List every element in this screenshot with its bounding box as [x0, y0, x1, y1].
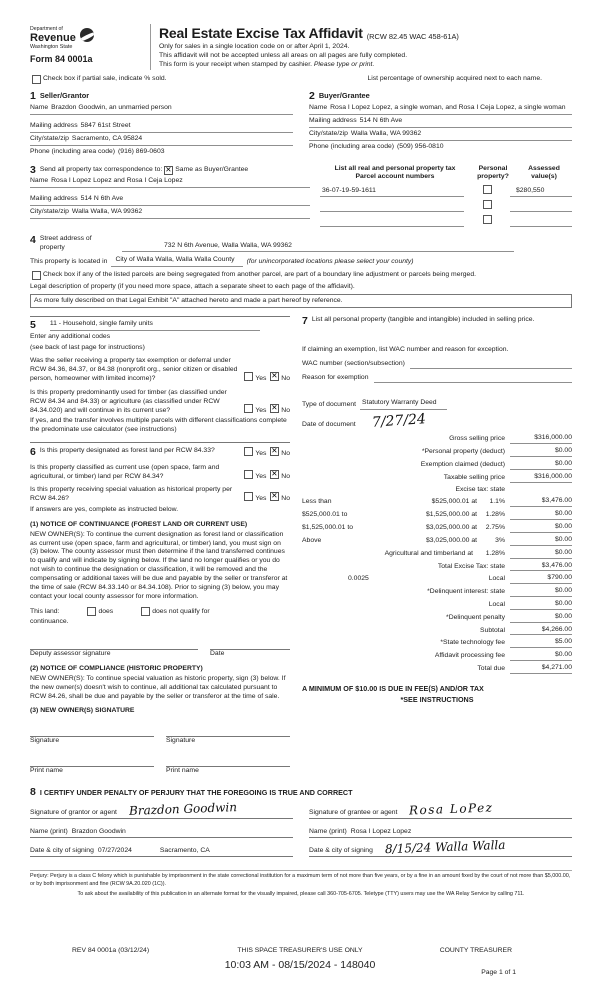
timber-question-text: Is this property predominantly used for timber (as classified under RCW 84.34 and 84.33) or agriculture (as classified under RCW 84.34.020) and will continue in its current use?: [30, 388, 227, 414]
partial-sale-row: [30, 75, 572, 84]
correspondence-name-label: Name: [30, 177, 49, 185]
forest-question-text: Is this property designated as forest land per RCW 84.33?: [39, 447, 215, 454]
buyer-phone-value: (509) 956-0810: [397, 142, 444, 150]
tax-value: $0.00: [510, 460, 572, 470]
tax-label: Total due: [477, 665, 505, 673]
located-in-label: This property is located in: [30, 258, 108, 266]
correspondence-block: [30, 165, 310, 227]
revenue-logo-icon: [80, 28, 94, 42]
tax-value: $0.00: [510, 447, 572, 457]
parcel-row: [320, 215, 572, 227]
section-property-address: [30, 235, 572, 308]
dept-of-label: Department of: [30, 26, 63, 32]
tax-label: *State technology fee: [440, 639, 505, 647]
gr antor-city-value: Sacramento, CA: [159, 846, 210, 854]
wac-number-input[interactable]: [410, 359, 572, 369]
excise-tax-table: [302, 434, 572, 674]
header-note-3a: This form is your receipt when stamped by cashier.: [159, 60, 314, 68]
tax-label: $3,025,000.00 at: [425, 536, 477, 544]
timber-yes-checkbox[interactable]: [244, 404, 253, 413]
tax-value: $0.00: [510, 536, 572, 546]
forest-question: [30, 447, 290, 459]
tax-value: $5.00: [510, 638, 572, 648]
tax-label: *Delinquent interest: state: [427, 588, 505, 596]
tax-label: Excise tax: state: [455, 485, 505, 493]
no-label: No: [281, 450, 290, 457]
section-5-number: 5: [30, 319, 36, 332]
minimum-due-note: A MINIMUM OF $10.00 IS DUE IN FEE(S) AND/OR TAX: [302, 683, 484, 693]
notice-continuance-body: NEW OWNER(S): To continue the current designation as forest land or classification as current use (open space, farm and agricultural, or timber) land, you must sign on (3) below. The county assessor must then determine if the land transferred continues to qualify and will indicate by signing below. If the land no longer qualifies or you do not wish to continue the designation or classification, it will be removed and the compensating or additional taxes will be due and payable by the seller or transferor at the time of sale (RCW 84.33.140 or 84.34.108). Prior to signing (3) below, you may contact your local county assessor for more information.: [30, 530, 288, 600]
send-correspondence-label: Send all property tax correspondence to:: [39, 166, 163, 174]
deputy-signature-line[interactable]: [30, 640, 198, 650]
tax-rate: 2.75%: [485, 524, 505, 532]
same-as-buyer-checkbox[interactable]: [164, 166, 173, 175]
seller-city-field: [30, 133, 293, 146]
buyer-name-label: Name: [309, 104, 328, 112]
land-qualify-row: [30, 607, 290, 616]
document-type-label: Type of document: [302, 401, 357, 409]
forest-yes-checkbox[interactable]: [244, 447, 253, 456]
tax-row-total-due: [302, 664, 572, 674]
tax-row-affidavit-fee: [302, 651, 572, 661]
perjury-text: Perjury: Perjury is a class C felony which is punishable by imprisonment in the state correctional institution for a maximum term of not more than five years, or by a fine in an amount fixed by the court of not more than $5,000.00, or by both imprisonment and fine (RCW 9A.20.020 (1C)).: [30, 873, 571, 887]
land-use-code-value: 11 - Household, single family units: [50, 320, 260, 331]
located-in-note: (for unincorporated locations please select your county): [246, 258, 414, 266]
yes-label: Yes: [255, 472, 267, 480]
assessed-value: [510, 217, 572, 227]
personal-property-checkbox-2[interactable]: [483, 200, 492, 209]
section-1-number: 1: [30, 89, 36, 102]
partial-sale-checkbox[interactable]: [32, 75, 41, 84]
washington-state-label: Washington State: [30, 44, 73, 51]
tax-label: Taxable selling price: [443, 473, 505, 481]
seller-phone-value: (916) 869-0603: [118, 147, 165, 155]
assessed-header-line2: value(s): [531, 173, 557, 181]
tax-value: $0.00: [510, 549, 572, 559]
tax-row-delinquent-local: [302, 600, 572, 610]
section-4-number: 4: [30, 233, 36, 246]
tax-label: Above: [302, 536, 322, 544]
section-3-number: 3: [30, 163, 36, 176]
tax-label: *Personal property (deduct): [421, 448, 505, 456]
document-date-label: Date of document: [302, 421, 356, 429]
tax-row-excise-state: [302, 486, 572, 495]
legal-description-label: Legal description of property (if you need more space, attach a separate sheet to each page of the affidavit).: [30, 283, 355, 291]
tax-label: Local: [488, 575, 505, 583]
owner-signature-line-1[interactable]: [30, 727, 154, 737]
grantee-date-handwritten: 8/15/24 Walla Walla: [384, 837, 506, 856]
exemption-claim-label: If claiming an exemption, list WAC number and reason for exception.: [302, 346, 509, 354]
signature-label: Signature: [166, 737, 196, 745]
header: [30, 24, 572, 70]
seller-name-value: Brazdon Goodwin, an unmarried person: [51, 104, 172, 112]
assessed-value-header: [516, 165, 572, 183]
does-not-label: does not qualify for: [152, 607, 210, 615]
tax-label: Less than: [302, 498, 332, 506]
personal-property-checkbox-3[interactable]: [483, 215, 492, 224]
owner-printname-line-1[interactable]: [30, 757, 154, 767]
tax-label: Local: [488, 601, 505, 608]
section-buyer: [309, 91, 572, 158]
correspondence-mailing-label: Mailing address: [30, 194, 78, 202]
new-owner-signature-title: (3) NEW OWNER(S) SIGNATURE: [30, 707, 135, 715]
grantor-printname-value: Brazdon Goodwin: [71, 827, 126, 835]
notice-compliance-title: (2) NOTICE OF COMPLIANCE (HISTORIC PROPERTY): [30, 665, 203, 673]
section-2-number: 2: [309, 89, 315, 102]
current-use-question-text: Is this property classified as current use (open space, farm and agricultural, or timber) land per RCW 84.34?: [30, 463, 220, 480]
tax-value: $0.00: [510, 651, 572, 661]
tax-label: Affidavit processing fee: [434, 652, 505, 660]
additional-codes-label: Enter any additional codes: [30, 332, 111, 340]
street-address-label: Street address of property: [39, 234, 92, 251]
tax-row-personal-deduct: [302, 447, 572, 457]
tax-rate: 1.28%: [485, 549, 505, 557]
grantor-printname-label: Name (print): [30, 827, 68, 835]
assessed-value: $280,550: [510, 187, 572, 197]
partial-sale-label: Check box if partial sale, indicate % sold.: [43, 74, 167, 82]
section-certification: [30, 787, 572, 858]
exemption-no-checkbox[interactable]: [270, 372, 279, 381]
perjury-note: [30, 870, 572, 898]
deputy-signature-row: [30, 640, 290, 659]
correspondence-name-field: [30, 175, 310, 188]
tax-value: $3,476.00: [510, 562, 572, 572]
treasurer-space-label: THIS SPACE TREASURER'S USE ONLY: [237, 947, 363, 954]
affidavit-form: [30, 24, 572, 898]
assessed-value: [510, 202, 572, 212]
assessed-header-line1: Assessed: [528, 164, 560, 172]
deputy-signature-label: Deputy assessor signature: [30, 650, 111, 658]
tax-value: $3,476.00: [510, 497, 572, 507]
tax-label: Total Excise Tax: state: [437, 562, 505, 570]
no-label: No: [281, 375, 290, 383]
document-date-handwritten: 7/27/24: [371, 411, 427, 431]
correspondence-city-value: Walla Walla, WA 99362: [71, 207, 143, 215]
parcel-number-value: 36-07-19-59-1611: [320, 187, 464, 197]
alternate-format-text: To ask about the availability of this publication in an alternate format for the visually impaired, please call 360-705-6705. Teletype (TTY) users may use the WA Relay Service by calling 711.: [77, 890, 525, 897]
grantee-date-row: [309, 838, 572, 857]
no-label: No: [281, 472, 290, 480]
tax-row-technology-fee: [302, 638, 572, 648]
tax-label: $1,525,000.00 at: [425, 511, 477, 519]
correspondence-city-label: City/state/zip: [30, 207, 69, 215]
tax-value: $316,000.00: [510, 473, 572, 483]
owner-signature-line-2[interactable]: [166, 727, 290, 737]
grantee-signature-block: [309, 800, 572, 857]
parcel-table: [320, 165, 572, 227]
main-columns: [30, 316, 572, 776]
parcel-row: [320, 200, 572, 212]
tax-label: 0.0025: [348, 575, 369, 583]
section-7-number: 7: [302, 314, 308, 327]
yes-label: Yes: [255, 406, 267, 414]
form-title-rcw: (RCW 82.45 WAC 458-61A): [366, 31, 459, 41]
seller-mailing-label: Mailing address: [30, 122, 78, 130]
correspondence-mailing-value: 514 N 6th Ave: [80, 194, 124, 202]
historic-question-text: Is this property receiving special valuation as historical property per RCW 84.26?: [30, 486, 233, 503]
tax-row-delinquent-interest: [302, 587, 572, 597]
tax-row-bracket-2: [302, 510, 572, 520]
tax-row-agricultural: [302, 549, 572, 559]
agency-block: [30, 24, 150, 70]
receipt-stamp: 10:03 AM - 08/15/2024 - 148040: [224, 959, 376, 971]
exemption-reason-input[interactable]: [374, 373, 573, 383]
tax-value: [510, 486, 572, 494]
does-checkbox[interactable]: [87, 607, 96, 616]
section-selling-price: [302, 316, 572, 776]
historic-no-checkbox[interactable]: [270, 492, 279, 501]
tax-value: $790.00: [510, 574, 572, 584]
header-note-2: This affidavit will not be accepted unless all areas on all pages are fully completed.: [159, 52, 408, 60]
buyer-phone-label: Phone (including area code): [309, 142, 395, 150]
county-treasurer-label: COUNTY TREASURER: [439, 947, 512, 954]
grantor-signature-row: [30, 800, 293, 819]
tax-label: $525,000.01 to: [302, 511, 348, 519]
certification-statement: I CERTIFY UNDER PENALTY OF PERJURY THAT THE FOREGOING IS TRUE AND CORRECT: [39, 788, 353, 798]
section-8-number: 8: [30, 785, 36, 798]
no-label: No: [281, 406, 290, 414]
buyer-name-field: [309, 102, 572, 115]
tax-rate: 1.1%: [489, 498, 505, 506]
same-as-buyer-label: Same as Buyer/Grantee: [175, 166, 249, 174]
header-note-3b: Please type or print.: [313, 60, 375, 68]
document-type-field: [302, 399, 572, 410]
title-block: [150, 24, 572, 70]
document-date-field: [302, 412, 572, 430]
does-label: does: [98, 607, 114, 615]
owner-printname-row: [30, 757, 290, 776]
print-name-label: Print name: [30, 767, 63, 775]
seller-phone-field: [30, 146, 293, 158]
buyer-city-field: [309, 128, 572, 141]
grantee-date-label: Date & city of signing: [309, 846, 373, 854]
continuance-label: continuance.: [30, 618, 69, 626]
deputy-date-label: Date: [210, 650, 225, 658]
buyer-name-value: Rosa I Lopez Lopez, a single woman, and Rosa I Ceja Lopez, a single woman: [330, 104, 566, 112]
grantee-signature-row: [309, 800, 572, 819]
left-column: [30, 316, 290, 776]
correspondence-mailing-field: [30, 193, 310, 206]
multi-parcel-note: If yes, and the transfer involves multiple parcels with different classifications complete the predominate use calculator (see instructions): [30, 417, 287, 434]
tax-row-bracket-3: [302, 523, 572, 533]
tax-label: Agricultural and timberland at: [384, 549, 473, 557]
buyer-mailing-label: Mailing address: [309, 117, 357, 125]
see-back-note: (see back of last page for instructions): [30, 343, 145, 351]
seller-name-label: Name: [30, 104, 49, 112]
tax-label: $525,000.01 at: [431, 498, 477, 506]
tax-value: $0.00: [510, 587, 572, 597]
rev-number: REV 84 0001a (03/12/24): [72, 947, 150, 954]
tax-label: $3,025,000.00 at: [425, 524, 477, 532]
personal-property-list-label: List all personal property (tangible and intangible) included in selling price.: [311, 315, 535, 323]
print-name-label: Print name: [166, 767, 199, 775]
buyer-mailing-field: [309, 115, 572, 128]
buyer-city-label: City/state/zip: [309, 129, 348, 137]
buyer-heading: Buyer/Grantee: [318, 90, 370, 100]
legal-description-value: As more fully described on that Legal Exhibit "A" attached hereto and made a part hereof by reference.: [30, 294, 572, 308]
grantee-signature-label: Signature of grantee or agent: [309, 808, 398, 816]
tax-row-gross: [302, 434, 572, 444]
yes-label: Yes: [255, 495, 267, 503]
parcel-number-value: [320, 202, 464, 212]
grantee-printname-row: [309, 819, 572, 838]
current-use-question: [30, 464, 290, 482]
grantor-signature-label: Signature of grantor or agent: [30, 808, 117, 816]
parcel-header: [320, 165, 470, 183]
grantee-printname-label: Name (print): [309, 827, 347, 835]
tax-row-total-excise: [302, 562, 572, 572]
exemption-question: [30, 357, 290, 383]
tax-label: Exemption claimed (deduct): [420, 460, 505, 468]
yes-label: Yes: [255, 375, 267, 383]
segregated-checkbox[interactable]: [32, 271, 41, 280]
section-tax-correspondence: [30, 165, 572, 227]
tax-row-bracket-4: [302, 536, 572, 546]
tax-value: $0.00: [510, 600, 572, 610]
seller-heading: Seller/Grantor: [39, 90, 90, 100]
section-land-use: [30, 316, 290, 435]
form-number: Form 84 0001a: [30, 54, 93, 65]
seller-mailing-field: [30, 120, 293, 133]
tax-row-bracket-1: [302, 497, 572, 507]
historic-yes-checkbox[interactable]: [244, 492, 253, 501]
revenue-wordmark: Revenue: [30, 31, 76, 44]
section-6-number: 6: [30, 446, 36, 458]
exemption-reason-label: Reason for exemption: [302, 374, 369, 382]
personal-property-header: [470, 165, 516, 183]
seller-phone-label: Phone (including area code): [30, 147, 116, 155]
see-instructions-note: *SEE INSTRUCTIONS: [400, 695, 474, 705]
timber-no-checkbox[interactable]: [270, 404, 279, 413]
seller-city-label: City/state/zip: [30, 134, 69, 142]
this-land-label: This land:: [30, 607, 60, 615]
does-not-checkbox[interactable]: [141, 607, 150, 616]
tax-row-subtotal: [302, 626, 572, 636]
tax-rate: 1.28%: [485, 511, 505, 519]
grantor-date-label: Date & city of signing: [30, 846, 94, 854]
document-type-value: Statutory Warranty Deed: [360, 399, 447, 410]
tax-row-exemption-deduct: [302, 460, 572, 470]
no-label: No: [281, 495, 290, 503]
seller-buyer-sections: [30, 91, 572, 158]
tax-value: $4,271.00: [510, 664, 572, 674]
exemption-reason-field: [302, 373, 572, 383]
correspondence-city-field: [30, 206, 310, 219]
tax-value: $4,266.00: [510, 626, 572, 636]
current-use-no-checkbox[interactable]: [270, 470, 279, 479]
parcel-row: [320, 185, 572, 197]
exemption-question-text: Was the seller receiving a property tax exemption or deferral under RCW 84.36, 84.37, or 84.38 (nonprofit org., senior citizen or disabled person, homeowner with limited income)?: [30, 357, 238, 383]
personal-property-checkbox-1[interactable]: [483, 185, 492, 194]
parcel-header-line1: List all real and personal property tax: [334, 164, 456, 172]
buyer-phone-field: [309, 141, 572, 153]
wac-number-field: [302, 359, 572, 369]
form-title: Real Estate Excise Tax Affidavit: [159, 25, 363, 41]
tax-rate: 3%: [495, 536, 505, 544]
tax-row-taxable: [302, 473, 572, 483]
tax-label: *Delinquent penalty: [446, 613, 505, 621]
tax-label: Subtotal: [480, 626, 505, 634]
page-number: Page 1 of 1: [481, 969, 516, 976]
located-in-value: City of Walla Walla, Walla Walla County: [111, 256, 242, 267]
historic-question: [30, 486, 290, 504]
exemption-yes-checkbox[interactable]: [244, 372, 253, 381]
street-address-value: 732 N 6th Avenue, Walla Walla, WA 99362: [122, 242, 514, 253]
wac-number-label: WAC number (section/subsection): [302, 360, 405, 368]
buyer-city-value: Walla Walla, WA 99362: [350, 129, 422, 137]
notice-compliance-body: NEW OWNER(S): To continue special valuation as historic property, sign (3) below. If the new owner(s) doesn't wish to continue, all additional tax calculated pursuant to RCW 84.26, shall be due and payable by the seller or transferor at the time of sale.: [30, 674, 286, 700]
tax-label: $1,525,000.01 to: [302, 524, 354, 532]
tax-value: $316,000.00: [510, 434, 572, 444]
tax-label: Gross selling price: [449, 435, 505, 443]
grantee-printname-value: Rosa I Lopez Lopez: [350, 827, 412, 835]
timber-question: [30, 389, 290, 415]
grantor-printname-row: [30, 819, 293, 838]
section-classification: [30, 442, 290, 776]
grantor-signature-handwritten: Brazdon Goodwin: [128, 799, 238, 818]
personal-header-line2: property?: [477, 173, 509, 181]
personal-header-line1: Personal: [478, 164, 508, 172]
header-note-3: [159, 61, 572, 70]
grantor-date-row: [30, 838, 293, 857]
forest-no-checkbox[interactable]: [270, 447, 279, 456]
tax-value: $0.00: [510, 613, 572, 623]
tax-row-delinquent-penalty: [302, 613, 572, 623]
deputy-date-line[interactable]: [210, 640, 290, 650]
parcel-number-value: [320, 217, 464, 227]
owner-printname-line-2[interactable]: [166, 757, 290, 767]
seller-city-value: Sacramento, CA 95824: [71, 134, 143, 142]
parcel-header-line2: Parcel account numbers: [355, 173, 435, 181]
notice-continuance-title: (1) NOTICE OF CONTINUANCE (FOREST LAND OR CURRENT USE): [30, 520, 248, 528]
owner-signature-row: [30, 727, 290, 746]
tax-value: $0.00: [510, 523, 572, 533]
tax-row-local: [302, 574, 572, 584]
grantor-signature-block: [30, 800, 293, 857]
ownership-note: List percentage of ownership acquired next to each name.: [367, 74, 542, 82]
seller-mailing-value: 5847 61st Street: [80, 122, 131, 130]
grantor-date-value: 07/27/2024: [97, 846, 132, 854]
yes-label: Yes: [255, 450, 267, 457]
if-yes-note: If answers are yes, complete as instructed below.: [30, 506, 179, 514]
grantee-signature-handwritten: Rosa LoPez: [409, 800, 495, 818]
segregated-label: Check box if any of the listed parcels are being segregated from another parcel, are part of a boundary line adjustment or parcels being merged.: [43, 271, 476, 279]
header-note-1: Only for sales in a single location code on or after April 1, 2024.: [159, 43, 350, 51]
seller-name-field: [30, 102, 293, 115]
signature-label: Signature: [30, 737, 60, 745]
correspondence-name-value: Rosa I Lopez Lopez and Rosa I Ceja Lopez: [51, 177, 183, 185]
tax-value: $0.00: [510, 510, 572, 520]
section-seller: [30, 91, 293, 158]
buyer-mailing-value: 514 N 6th Ave: [359, 117, 403, 125]
current-use-yes-checkbox[interactable]: [244, 470, 253, 479]
